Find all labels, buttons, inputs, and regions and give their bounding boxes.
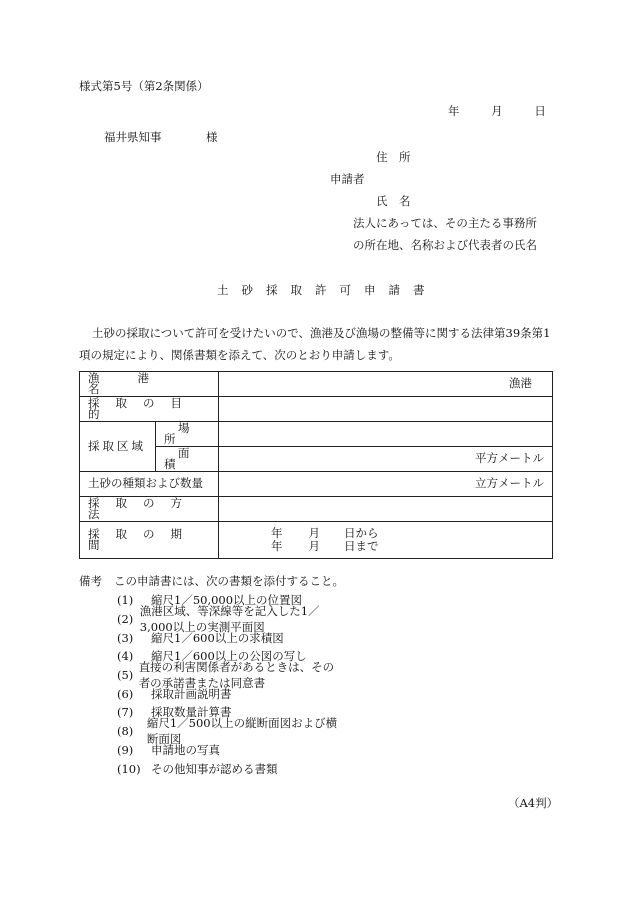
place-value-cell[interactable] <box>219 422 553 447</box>
remarks-item <box>117 604 344 635</box>
remarks-label: 備考 <box>79 574 102 588</box>
method-label: 採取の方法 <box>88 495 198 521</box>
purpose-label: 採取の目的 <box>88 395 198 421</box>
application-table <box>79 371 553 559</box>
area-label-cell <box>80 422 156 472</box>
period-to-day: 日まで <box>344 539 379 553</box>
period-range <box>271 525 544 553</box>
soil-label-cell <box>80 472 219 497</box>
row-method <box>80 497 553 522</box>
period-to <box>271 541 544 553</box>
remarks-item <box>117 716 344 747</box>
extent-unit: 平方メートル <box>475 451 544 466</box>
period-from-year: 年 <box>271 525 283 540</box>
remarks-item-text: 申請地の写真 <box>151 742 220 757</box>
period-from-day: 日から <box>344 525 379 540</box>
period-from-month: 月 <box>308 525 320 540</box>
port-label-cell <box>80 372 219 397</box>
corporate-note-line1: 法人にあっては、その主たる事務所 <box>353 216 537 230</box>
soil-unit: 立方メートル <box>475 476 544 491</box>
row-area-place <box>80 422 553 447</box>
corporate-note-line2: の所在地、名称および代表者の氏名 <box>353 238 537 252</box>
intro-line1: 土砂の採取について許可を受けたいので、漁港及び漁場の整備等に関する法律第39条第1 <box>92 326 551 340</box>
row-purpose <box>80 397 553 422</box>
remarks-item-text: 直接の利害関係者があるときは、その者の承諾書または同意書 <box>138 660 335 691</box>
remarks-item <box>117 759 344 778</box>
period-to-year: 年 <box>271 539 283 553</box>
document-title: 土砂採取許可申請書 <box>217 283 438 297</box>
remarks-item-number: (3) <box>117 630 134 645</box>
remarks-item-number: (8) <box>117 724 134 739</box>
honorific: 様 <box>206 130 218 144</box>
remarks-item-text: 縮尺1／600以上の公図の写し <box>151 649 307 664</box>
remarks-item-number: (6) <box>117 686 134 701</box>
remarks-item-number: (9) <box>117 742 134 757</box>
remarks-item-text: 縮尺1／600以上の求積図 <box>151 630 284 645</box>
address-label: 住 所 <box>376 150 411 164</box>
port-label <box>88 370 210 396</box>
period-label: 採取の期間 <box>88 526 198 552</box>
paper-size: （A4判） <box>508 796 559 810</box>
date-year: 年 <box>448 104 460 118</box>
method-value-cell[interactable] <box>219 497 553 522</box>
area-label: 採取区域 <box>88 438 146 453</box>
remarks-item-number: (4) <box>117 649 134 664</box>
remarks-intro: この申請書には、次の書類を添付すること。 <box>114 574 344 588</box>
row-port <box>80 372 553 397</box>
remarks-item-number: (5) <box>117 668 134 683</box>
remarks-item <box>117 660 344 691</box>
addressee: 福井県知事 <box>104 130 162 144</box>
remarks-item-text: 縮尺1／500以上の縦断面図および横断面図 <box>146 716 338 747</box>
remarks-item-text: 縮尺1／50,000以上の位置図 <box>151 593 303 608</box>
port-label-text: 漁港名 <box>88 370 187 396</box>
row-period <box>80 522 553 559</box>
remarks-item-number: (2) <box>117 612 134 627</box>
remarks-item-text: 採取数量計算書 <box>151 705 232 720</box>
period-value-cell[interactable] <box>219 522 553 559</box>
period-from <box>271 525 544 540</box>
soil-label: 土砂の種類および数量 <box>88 476 203 491</box>
port-unit: 漁港 <box>509 376 532 391</box>
extent-value-cell[interactable] <box>219 447 553 472</box>
remarks-header <box>79 573 344 589</box>
intro-line2: 項の規定により、関係書類を添えて、次のとおり申請します。 <box>79 348 400 362</box>
remarks-item-number: (10) <box>117 761 141 776</box>
port-value-cell[interactable] <box>219 372 553 397</box>
name-label: 氏 名 <box>376 194 411 208</box>
remarks-item-text: その他知事が認める書類 <box>151 761 278 776</box>
form-number: 様式第5号（第2条関係） <box>79 79 209 93</box>
period-label-cell <box>80 522 219 559</box>
row-soil <box>80 472 553 497</box>
remarks-item-number: (1) <box>117 593 134 608</box>
extent-label: 面積 <box>164 445 208 471</box>
extent-label-cell <box>156 447 219 472</box>
date-line <box>448 106 546 118</box>
period-to-month: 月 <box>308 539 320 553</box>
date-month: 月 <box>491 104 503 118</box>
method-label-cell <box>80 497 219 522</box>
date-day: 日 <box>534 104 546 118</box>
remarks-item-number: (7) <box>117 705 134 720</box>
purpose-value-cell[interactable] <box>219 397 553 422</box>
soil-value-cell[interactable] <box>219 472 553 497</box>
remarks-item-text: 採取計画説明書 <box>151 686 232 701</box>
place-label-cell <box>156 422 219 447</box>
applicant-label: 申請者 <box>330 172 365 186</box>
purpose-label-cell <box>80 397 219 422</box>
place-label: 場所 <box>164 420 208 446</box>
remarks-list <box>117 591 344 778</box>
remarks <box>79 573 344 776</box>
remarks-item-text: 漁港区域、等深線等を記入した1／3,000以上の実測平面図 <box>139 604 320 635</box>
